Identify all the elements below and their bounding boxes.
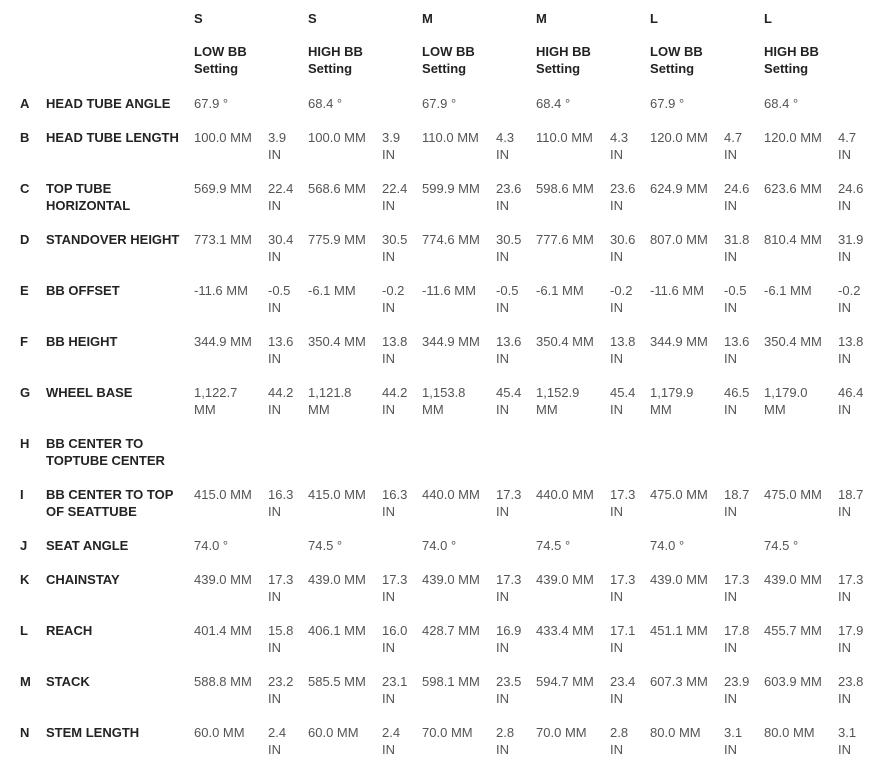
- letter-column-spacer: [20, 8, 46, 43]
- value-in: 23.5 IN: [496, 674, 522, 706]
- value-in: 13.8 IN: [382, 334, 408, 366]
- value-in: 23.8 IN: [838, 674, 864, 706]
- value-in: 30.5 IN: [496, 232, 522, 264]
- size-label: S: [308, 11, 317, 26]
- size-label: S: [194, 11, 203, 26]
- setting-word: Setting: [194, 61, 239, 76]
- geometry-table: [20, 8, 871, 766]
- value-in: 18.7 IN: [724, 487, 750, 519]
- bb-setting-header-2: [308, 43, 422, 95]
- setting-word: Setting: [764, 61, 809, 76]
- value-mm: 344.9 MM: [422, 334, 480, 349]
- bb-setting-name: LOW BB: [194, 44, 247, 59]
- value-in: -0.5 IN: [496, 283, 519, 315]
- value-in: [724, 95, 764, 129]
- label-column-spacer: [46, 8, 194, 43]
- value-mm: 624.9 MM: [650, 181, 708, 196]
- value-in: [724, 537, 764, 571]
- row-label: HEAD TUBE LENGTH: [46, 130, 179, 145]
- value-in: 30.4 IN: [268, 232, 294, 264]
- value-in: 24.6 IN: [724, 181, 750, 213]
- value-mm: 80.0 MM: [764, 725, 815, 740]
- value-mm: -11.6 MM: [422, 283, 476, 298]
- value-in: 16.3 IN: [268, 487, 294, 519]
- value-in: 22.4 IN: [268, 181, 294, 213]
- value-mm: 594.7 MM: [536, 674, 594, 689]
- value-in: [496, 435, 536, 486]
- bb-setting-header-6: [764, 43, 871, 95]
- table-row-A: [20, 95, 871, 129]
- bb-setting-header-4: [536, 43, 650, 95]
- value-in: 17.3 IN: [382, 572, 408, 604]
- value-in: 17.9 IN: [838, 623, 864, 655]
- value-in: 24.6 IN: [838, 181, 864, 213]
- value-in: 15.8 IN: [268, 623, 294, 655]
- value-in: 3.9 IN: [268, 130, 287, 162]
- label-column-spacer: [46, 43, 194, 95]
- row-letter: C: [20, 181, 30, 196]
- table-row-J: [20, 537, 871, 571]
- value-in: [610, 537, 650, 571]
- value-in: [838, 435, 871, 486]
- size-header-1: [194, 8, 308, 43]
- value-in: [382, 435, 422, 486]
- value-mm: 569.9 MM: [194, 181, 252, 196]
- value-mm: 68.4 °: [764, 96, 799, 111]
- value-mm: 773.1 MM: [194, 232, 252, 247]
- row-label: STACK: [46, 674, 90, 689]
- row-letter: J: [20, 538, 28, 553]
- value-mm: 67.9 °: [650, 96, 685, 111]
- value-in: [724, 435, 764, 486]
- row-label: CHAINSTAY: [46, 572, 120, 587]
- value-in: 45.4 IN: [610, 385, 636, 417]
- value-mm: 475.0 MM: [764, 487, 822, 502]
- size-label: M: [422, 11, 433, 26]
- value-in: 17.3 IN: [838, 572, 864, 604]
- value-in: 2.8 IN: [610, 725, 629, 757]
- value-mm: 406.1 MM: [308, 623, 366, 638]
- setting-word: Setting: [650, 61, 695, 76]
- value-mm: 74.0 °: [194, 538, 229, 553]
- value-mm: 401.4 MM: [194, 623, 252, 638]
- value-in: 17.3 IN: [610, 572, 636, 604]
- size-header-3: [422, 8, 536, 43]
- table-row-M: [20, 673, 871, 724]
- value-mm: 599.9 MM: [422, 181, 480, 196]
- row-label: STEM LENGTH: [46, 725, 140, 740]
- value-in: 17.3 IN: [724, 572, 750, 604]
- geometry-table-body: [20, 95, 871, 766]
- value-in: 13.6 IN: [268, 334, 294, 366]
- value-in: 17.1 IN: [610, 623, 636, 655]
- value-mm: 67.9 °: [422, 96, 457, 111]
- value-mm: 455.7 MM: [764, 623, 822, 638]
- value-mm: 350.4 MM: [308, 334, 366, 349]
- value-in: 2.4 IN: [382, 725, 401, 757]
- value-in: 13.8 IN: [610, 334, 636, 366]
- row-label: BB CENTER TO TOPTUBE CENTER: [46, 436, 165, 468]
- bb-setting-header-5: [650, 43, 764, 95]
- value-in: 31.9 IN: [838, 232, 864, 264]
- value-in: -0.2 IN: [838, 283, 861, 315]
- value-mm: 100.0 MM: [194, 130, 252, 145]
- value-in: 4.3 IN: [610, 130, 629, 162]
- value-mm: -6.1 MM: [308, 283, 356, 298]
- value-mm: 67.9 °: [194, 96, 229, 111]
- value-in: 23.2 IN: [268, 674, 294, 706]
- value-mm: 807.0 MM: [650, 232, 708, 247]
- value-mm: 1,179.9 MM: [650, 385, 694, 417]
- value-mm: 80.0 MM: [650, 725, 701, 740]
- value-mm: 74.5 °: [764, 538, 799, 553]
- table-row-L: [20, 622, 871, 673]
- value-in: [496, 537, 536, 571]
- row-letter: N: [20, 725, 30, 740]
- value-mm: 74.0 °: [422, 538, 457, 553]
- bb-setting-name: HIGH BB: [308, 44, 363, 59]
- value-in: 46.4 IN: [838, 385, 864, 417]
- value-mm: 439.0 MM: [422, 572, 480, 587]
- value-mm: 588.8 MM: [194, 674, 252, 689]
- value-in: 31.8 IN: [724, 232, 750, 264]
- value-mm: 439.0 MM: [194, 572, 252, 587]
- row-label: WHEEL BASE: [46, 385, 133, 400]
- value-in: 4.3 IN: [496, 130, 515, 162]
- value-mm: 603.9 MM: [764, 674, 822, 689]
- value-mm: 433.4 MM: [536, 623, 594, 638]
- row-letter: G: [20, 385, 31, 400]
- setting-header-row: [20, 43, 871, 95]
- value-in: 17.3 IN: [268, 572, 294, 604]
- value-mm: 598.6 MM: [536, 181, 594, 196]
- row-letter: H: [20, 436, 30, 451]
- value-in: [268, 95, 308, 129]
- value-in: 44.2 IN: [268, 385, 294, 417]
- value-in: 2.4 IN: [268, 725, 287, 757]
- value-mm: 439.0 MM: [764, 572, 822, 587]
- row-letter: E: [20, 283, 29, 298]
- value-in: 17.8 IN: [724, 623, 750, 655]
- value-mm: [764, 435, 838, 486]
- value-mm: 439.0 MM: [650, 572, 708, 587]
- value-in: [268, 435, 308, 486]
- value-in: 17.3 IN: [610, 487, 636, 519]
- value-mm: 74.5 °: [536, 538, 571, 553]
- bb-setting-header-1: [194, 43, 308, 95]
- value-in: [268, 537, 308, 571]
- value-mm: 775.9 MM: [308, 232, 366, 247]
- value-in: [382, 95, 422, 129]
- value-in: 16.0 IN: [382, 623, 408, 655]
- value-mm: 568.6 MM: [308, 181, 366, 196]
- table-row-H: [20, 435, 871, 486]
- value-in: 23.9 IN: [724, 674, 750, 706]
- value-mm: 350.4 MM: [536, 334, 594, 349]
- value-mm: 1,153.8 MM: [422, 385, 466, 417]
- row-letter: L: [20, 623, 28, 638]
- value-mm: 585.5 MM: [308, 674, 366, 689]
- value-mm: 774.6 MM: [422, 232, 480, 247]
- value-mm: 60.0 MM: [308, 725, 359, 740]
- value-mm: 110.0 MM: [536, 130, 593, 145]
- value-mm: 415.0 MM: [194, 487, 252, 502]
- size-label: M: [536, 11, 547, 26]
- value-mm: 415.0 MM: [308, 487, 366, 502]
- value-in: 23.4 IN: [610, 674, 636, 706]
- table-row-D: [20, 231, 871, 282]
- value-mm: 439.0 MM: [308, 572, 366, 587]
- row-letter: F: [20, 334, 28, 349]
- value-mm: 439.0 MM: [536, 572, 594, 587]
- value-in: 46.5 IN: [724, 385, 750, 417]
- row-letter: M: [20, 674, 31, 689]
- bb-setting-name: LOW BB: [650, 44, 703, 59]
- bb-setting-name: HIGH BB: [536, 44, 591, 59]
- value-mm: 777.6 MM: [536, 232, 594, 247]
- row-label: BB CENTER TO TOP OF SEATTUBE: [46, 487, 174, 519]
- value-mm: 1,152.9 MM: [536, 385, 580, 417]
- size-header-5: [650, 8, 764, 43]
- value-in: [382, 537, 422, 571]
- table-row-F: [20, 333, 871, 384]
- bb-setting-name: HIGH BB: [764, 44, 819, 59]
- value-mm: -6.1 MM: [536, 283, 584, 298]
- size-header-4: [536, 8, 650, 43]
- row-label: REACH: [46, 623, 93, 638]
- size-header-2: [308, 8, 422, 43]
- setting-word: Setting: [422, 61, 467, 76]
- value-in: [610, 95, 650, 129]
- table-row-B: [20, 129, 871, 180]
- bb-setting-name: LOW BB: [422, 44, 475, 59]
- value-in: 13.8 IN: [838, 334, 864, 366]
- value-mm: 1,179.0 MM: [764, 385, 808, 417]
- value-mm: 428.7 MM: [422, 623, 480, 638]
- row-label: HEAD TUBE ANGLE: [46, 96, 171, 111]
- value-mm: 623.6 MM: [764, 181, 822, 196]
- value-mm: 350.4 MM: [764, 334, 822, 349]
- size-label: L: [764, 11, 772, 26]
- row-label: STANDOVER HEIGHT: [46, 232, 180, 247]
- value-mm: 475.0 MM: [650, 487, 708, 502]
- value-in: 13.6 IN: [496, 334, 522, 366]
- value-mm: 344.9 MM: [650, 334, 708, 349]
- size-header-row: [20, 8, 871, 43]
- value-mm: 74.5 °: [308, 538, 343, 553]
- geometry-table-header: [20, 8, 871, 95]
- value-in: 45.4 IN: [496, 385, 522, 417]
- table-row-G: [20, 384, 871, 435]
- value-in: -0.5 IN: [724, 283, 747, 315]
- value-in: [838, 537, 871, 571]
- table-row-I: [20, 486, 871, 537]
- letter-column-spacer: [20, 43, 46, 95]
- row-letter: I: [20, 487, 24, 502]
- value-mm: 440.0 MM: [422, 487, 480, 502]
- value-in: 3.1 IN: [838, 725, 857, 757]
- value-in: 13.6 IN: [724, 334, 750, 366]
- value-in: 17.3 IN: [496, 487, 522, 519]
- value-mm: 70.0 MM: [422, 725, 473, 740]
- value-mm: [650, 435, 724, 486]
- table-row-N: [20, 724, 871, 766]
- value-in: [838, 95, 871, 129]
- value-in: 18.7 IN: [838, 487, 864, 519]
- value-mm: 1,122.7 MM: [194, 385, 238, 417]
- row-label: BB HEIGHT: [46, 334, 118, 349]
- value-mm: [308, 435, 382, 486]
- value-mm: [536, 435, 610, 486]
- value-in: 4.7 IN: [838, 130, 857, 162]
- row-label: SEAT ANGLE: [46, 538, 129, 553]
- value-in: -0.2 IN: [610, 283, 633, 315]
- value-in: 16.9 IN: [496, 623, 522, 655]
- bb-setting-header-3: [422, 43, 536, 95]
- row-letter: A: [20, 96, 30, 111]
- row-letter: D: [20, 232, 30, 247]
- value-in: 44.2 IN: [382, 385, 408, 417]
- value-mm: 68.4 °: [536, 96, 571, 111]
- value-mm: 344.9 MM: [194, 334, 252, 349]
- value-mm: 74.0 °: [650, 538, 685, 553]
- value-in: 4.7 IN: [724, 130, 743, 162]
- row-label: TOP TUBE HORIZONTAL: [46, 181, 131, 213]
- value-in: 23.6 IN: [610, 181, 636, 213]
- value-mm: 810.4 MM: [764, 232, 822, 247]
- value-mm: -11.6 MM: [650, 283, 704, 298]
- value-mm: 598.1 MM: [422, 674, 480, 689]
- value-mm: 70.0 MM: [536, 725, 587, 740]
- value-in: 30.6 IN: [610, 232, 636, 264]
- table-row-C: [20, 180, 871, 231]
- row-letter: K: [20, 572, 30, 587]
- value-mm: 60.0 MM: [194, 725, 245, 740]
- value-in: [610, 435, 650, 486]
- value-mm: 440.0 MM: [536, 487, 594, 502]
- value-mm: -6.1 MM: [764, 283, 812, 298]
- setting-word: Setting: [536, 61, 581, 76]
- value-mm: [194, 435, 268, 486]
- table-row-E: [20, 282, 871, 333]
- value-in: 3.9 IN: [382, 130, 401, 162]
- setting-word: Setting: [308, 61, 353, 76]
- value-mm: 1,121.8 MM: [308, 385, 352, 417]
- value-mm: 120.0 MM: [650, 130, 708, 145]
- size-label: L: [650, 11, 658, 26]
- value-mm: 607.3 MM: [650, 674, 708, 689]
- value-mm: 68.4 °: [308, 96, 343, 111]
- value-in: 17.3 IN: [496, 572, 522, 604]
- row-letter: B: [20, 130, 30, 145]
- value-in: 22.4 IN: [382, 181, 408, 213]
- value-in: 23.6 IN: [496, 181, 522, 213]
- value-in: -0.2 IN: [382, 283, 405, 315]
- value-in: 23.1 IN: [382, 674, 408, 706]
- value-mm: -11.6 MM: [194, 283, 248, 298]
- value-mm: 120.0 MM: [764, 130, 822, 145]
- value-mm: 100.0 MM: [308, 130, 366, 145]
- value-in: -0.5 IN: [268, 283, 291, 315]
- value-in: 2.8 IN: [496, 725, 515, 757]
- row-label: BB OFFSET: [46, 283, 120, 298]
- size-header-6: [764, 8, 871, 43]
- value-in: 30.5 IN: [382, 232, 408, 264]
- value-mm: 110.0 MM: [422, 130, 479, 145]
- value-in: 3.1 IN: [724, 725, 743, 757]
- value-in: 16.3 IN: [382, 487, 408, 519]
- value-mm: [422, 435, 496, 486]
- value-mm: 451.1 MM: [650, 623, 708, 638]
- table-row-K: [20, 571, 871, 622]
- value-in: [496, 95, 536, 129]
